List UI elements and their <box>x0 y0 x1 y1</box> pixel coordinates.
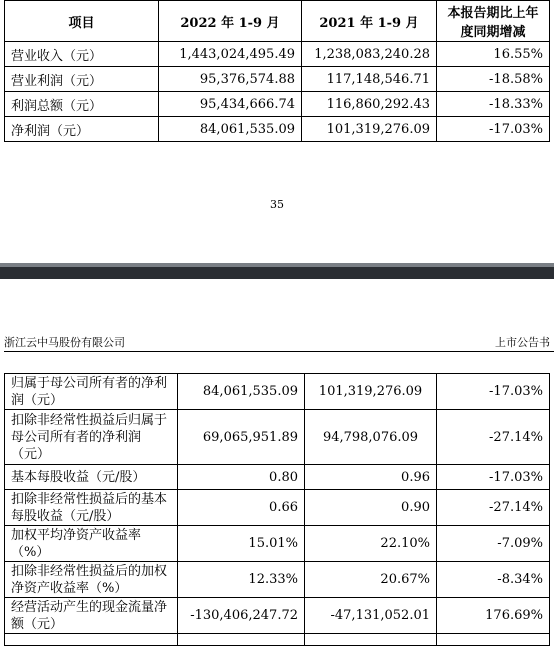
value-2022: 84,061,535.09 <box>159 117 302 142</box>
column-header-2022: 2022 年 1-9 月 <box>159 1 302 42</box>
value-2021: 0.96 <box>305 465 437 490</box>
page-number: 35 <box>270 198 284 211</box>
value-2021: 101,319,276.09 <box>302 117 437 142</box>
row-label: 扣除非经常性损益后的加权净资产收益率（%） <box>5 562 178 598</box>
value-2021: 116,860,292.43 <box>302 92 437 117</box>
table-row <box>5 465 550 490</box>
value-2021: 94,798,076.09 <box>305 410 437 465</box>
value-2022: 15.01% <box>178 526 305 562</box>
table-header-row <box>5 1 550 42</box>
partial-cell <box>437 634 550 646</box>
row-label: 净利润（元） <box>5 117 159 142</box>
row-label: 扣除非经常性损益后的基本每股收益（元/股） <box>5 490 178 526</box>
column-header-2021: 2021 年 1-9 月 <box>302 1 437 42</box>
row-label: 扣除非经常性损益后归属于母公司所有者的净利润（元） <box>5 410 178 465</box>
partial-cell <box>178 634 305 646</box>
column-header-change: 本报告期比上年度同期增减 <box>437 1 550 42</box>
table-row <box>5 598 550 634</box>
column-header-item: 项目 <box>5 1 159 42</box>
value-2022: 84,061,535.09 <box>178 374 305 410</box>
value-2021: 20.67% <box>305 562 437 598</box>
value-2022: -130,406,247.72 <box>178 598 305 634</box>
row-label: 归属于母公司所有者的净利润（元） <box>5 374 178 410</box>
value-2022: 0.80 <box>178 465 305 490</box>
value-change: -7.09% <box>437 526 550 562</box>
document-type: 上市公告书 <box>495 336 550 349</box>
value-2022: 95,434,666.74 <box>159 92 302 117</box>
value-change: -17.03% <box>437 117 550 142</box>
company-name: 浙江云中马股份有限公司 <box>4 336 125 349</box>
row-label: 营业利润（元） <box>5 67 159 92</box>
value-2022: 0.66 <box>178 490 305 526</box>
partial-cell <box>5 634 178 646</box>
value-2021: -47,131,052.01 <box>305 598 437 634</box>
header-rule <box>4 351 554 352</box>
value-change: -18.33% <box>437 92 550 117</box>
row-label: 经营活动产生的现金流量净额（元） <box>5 598 178 634</box>
table-row <box>5 374 550 410</box>
value-2021: 1,238,083,240.28 <box>302 42 437 67</box>
table-row <box>5 117 550 142</box>
table-row <box>5 410 550 465</box>
value-2022: 69,065,951.89 <box>178 410 305 465</box>
value-change: -27.14% <box>437 410 550 465</box>
table-row-partial <box>5 634 550 646</box>
table-row <box>5 562 550 598</box>
row-label: 利润总额（元） <box>5 92 159 117</box>
value-change: -17.03% <box>437 374 550 410</box>
value-change: 16.55% <box>437 42 550 67</box>
income-summary-table <box>4 0 550 142</box>
value-2021: 0.90 <box>305 490 437 526</box>
value-2022: 12.33% <box>178 562 305 598</box>
row-label: 加权平均净资产收益率（%） <box>5 526 178 562</box>
value-change: -17.03% <box>437 465 550 490</box>
table-row <box>5 42 550 67</box>
value-2021: 117,148,546.71 <box>302 67 437 92</box>
value-change: -18.58% <box>437 67 550 92</box>
page-separator <box>0 267 554 279</box>
value-2022: 95,376,574.88 <box>159 67 302 92</box>
table-row <box>5 67 550 92</box>
table-row <box>5 526 550 562</box>
financial-indicators-table <box>4 373 550 646</box>
table-row <box>5 490 550 526</box>
value-2021: 22.10% <box>305 526 437 562</box>
value-change: 176.69% <box>437 598 550 634</box>
table-row <box>5 92 550 117</box>
value-2022: 1,443,024,495.49 <box>159 42 302 67</box>
value-change: -27.14% <box>437 490 550 526</box>
value-change: -8.34% <box>437 562 550 598</box>
value-2021: 101,319,276.09 <box>305 374 437 410</box>
row-label: 基本每股收益（元/股） <box>5 465 178 490</box>
row-label: 营业收入（元） <box>5 42 159 67</box>
partial-cell <box>305 634 437 646</box>
